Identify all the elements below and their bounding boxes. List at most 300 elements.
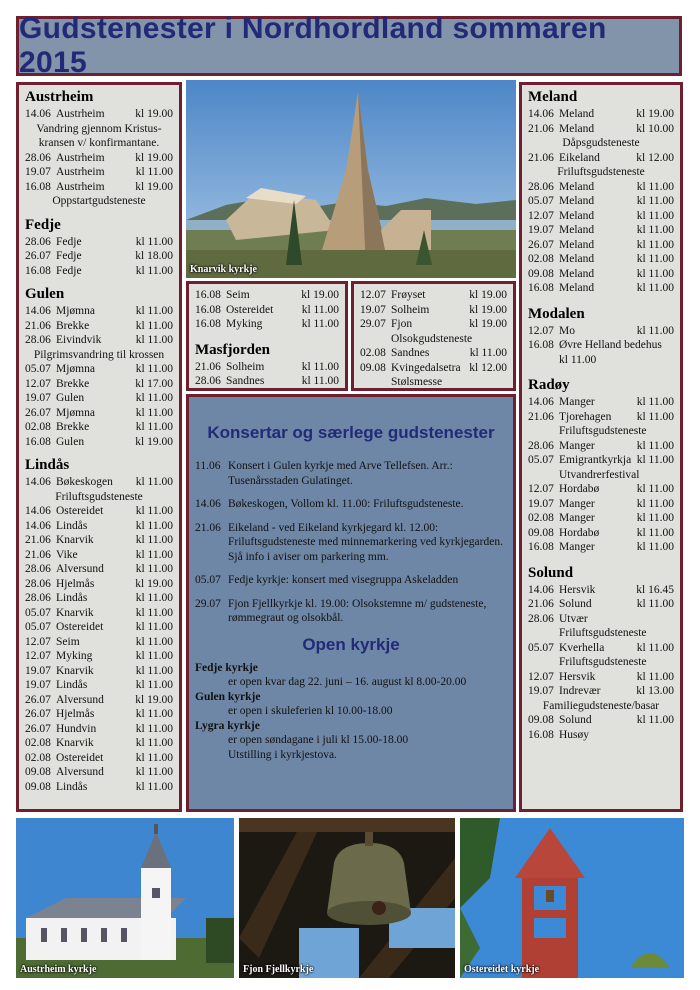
schedule-note: Utvandrerfestival — [559, 468, 640, 481]
schedule-place: Manger — [559, 512, 595, 524]
schedule-date: 28.06 — [25, 334, 51, 346]
schedule-row — [360, 361, 507, 376]
photo-caption: Ostereidet kyrkje — [464, 964, 540, 975]
schedule-row — [25, 635, 173, 650]
schedule-row — [360, 346, 507, 361]
schedule-time: kl 11.00 — [135, 751, 173, 764]
schedule-row — [360, 288, 507, 303]
schedule-date: 19.07 — [25, 679, 51, 691]
section-title: Solund — [528, 564, 574, 581]
schedule-time: kl 19.00 — [636, 108, 674, 120]
schedule-time: kl 11.00 — [636, 541, 674, 553]
schedule-row — [25, 165, 173, 180]
schedule-row — [360, 303, 507, 318]
schedule-time: kl 11.00 — [301, 375, 339, 387]
schedule-place: Øvre Helland bedehus — [559, 339, 662, 351]
schedule-date: 12.07 — [25, 635, 51, 648]
schedule-time: kl 11.00 — [135, 505, 173, 517]
schedule-place: Utvær — [559, 612, 588, 625]
schedule-time: kl 19.00 — [135, 577, 173, 590]
schedule-row — [528, 511, 674, 526]
page-title: Gudstenester i Nordhordland sommaren 2015 — [19, 12, 607, 79]
schedule-place: Myking — [56, 650, 93, 662]
schedule-time: kl 11.00 — [636, 267, 674, 280]
section-title: Austrheim — [25, 89, 94, 105]
schedule-date: 05.07 — [528, 454, 554, 466]
schedule-time: kl 11.00 — [636, 209, 674, 222]
schedule-note: Oppstartgudsteneste — [52, 195, 146, 207]
schedule-date: 05.07 — [25, 363, 51, 375]
concert-date: 29.07 — [195, 597, 221, 610]
schedule-row — [25, 377, 173, 392]
schedule-place: Hjelmås — [56, 577, 95, 590]
schedule-place: Austrheim — [56, 108, 105, 120]
schedule-list — [528, 395, 674, 555]
schedule-date: 16.08 — [25, 180, 51, 193]
schedule-row — [25, 562, 173, 577]
schedule-time: kl 10.00 — [636, 122, 674, 135]
schedule-place: Mjømna — [56, 406, 95, 419]
schedule-place: Seim — [56, 635, 80, 648]
schedule-list — [25, 475, 173, 794]
schedule-place: Sandnes — [226, 375, 265, 387]
schedule-date: 26.07 — [25, 708, 51, 720]
schedule-date: 09.08 — [360, 361, 386, 374]
schedule-date: 16.08 — [195, 303, 221, 316]
schedule-row — [25, 765, 173, 780]
austrheim-church-image — [16, 818, 234, 978]
schedule-date: 26.07 — [528, 238, 554, 251]
schedule-row — [528, 526, 674, 541]
schedule-note: Friluftsgudsteneste — [559, 627, 647, 639]
schedule-date: 28.06 — [25, 235, 51, 248]
schedule-date: 21.06 — [25, 319, 51, 332]
schedule-place: Brekke — [56, 319, 90, 332]
schedule-place: Brekke — [56, 377, 90, 390]
schedule-time: kl 11.00 — [135, 592, 173, 604]
schedule-date: 28.06 — [195, 375, 221, 387]
schedule-row — [25, 533, 173, 548]
section-modalen — [528, 306, 674, 368]
schedule-place: Ostereidet — [56, 751, 104, 764]
section-lindas — [25, 457, 173, 794]
schedule-date: 26.07 — [25, 406, 51, 419]
schedule-row — [528, 728, 674, 743]
schedule-note: Friluftsgudsteneste — [557, 166, 645, 178]
schedule-time: kl 11.00 — [135, 235, 173, 248]
schedule-date: 28.06 — [528, 612, 554, 625]
schedule-row — [25, 548, 173, 563]
section-title: Gulen — [25, 286, 65, 302]
schedule-time: kl 11.00 — [636, 483, 674, 495]
schedule-row — [528, 482, 674, 497]
schedule-time: kl 11.00 — [135, 650, 173, 662]
schedule-note: Pilgrimsvandring til krossen — [33, 348, 165, 361]
schedule-list — [25, 107, 173, 209]
schedule-row — [528, 583, 674, 598]
schedule-row — [25, 319, 173, 334]
schedule-place: Eikeland — [559, 151, 600, 164]
schedule-time: kl 11.00 — [135, 563, 173, 575]
schedule-place: Hjelmås — [56, 708, 95, 720]
schedule-date: 02.08 — [360, 347, 386, 359]
schedule-time: kl 11.00 — [135, 722, 173, 735]
schedule-date: 28.06 — [25, 563, 51, 575]
schedule-date: 28.06 — [528, 439, 554, 452]
schedule-place: Meland — [559, 238, 595, 251]
schedule-place: Lindås — [56, 592, 88, 604]
schedule-place: Meland — [559, 180, 595, 193]
photo-caption: Austrheim kyrkje — [20, 964, 97, 975]
schedule-place: Fedje — [56, 250, 82, 262]
section-title: Meland — [528, 89, 578, 105]
concert-date: 05.07 — [195, 574, 221, 586]
schedule-place: Hundvin — [56, 722, 97, 735]
schedule-date: 14.06 — [25, 476, 51, 488]
knarvik-church-photo — [186, 80, 516, 278]
schedule-time: kl 11.00 — [636, 526, 674, 539]
schedule-date: 29.07 — [360, 318, 386, 330]
schedule-row — [25, 664, 173, 679]
schedule-place: Tjorehagen — [559, 410, 612, 423]
right-schedule-panel — [519, 82, 683, 812]
schedule-place: Lindås — [56, 519, 88, 532]
schedule-place: Fjon — [391, 318, 413, 330]
schedule-date: 12.07 — [528, 670, 554, 683]
schedule-place: Fedje — [56, 264, 82, 277]
schedule-row — [528, 194, 674, 209]
schedule-row — [25, 722, 173, 737]
schedule-row — [25, 151, 173, 166]
schedule-time: kl 11.00 — [636, 512, 674, 524]
concert-text: Bøkeskogen, Vollom kl. 11.00: Friluftsgudsteneste. — [228, 498, 464, 510]
schedule-note: kransen v/ konfirmantane. — [38, 137, 160, 149]
schedule-date: 19.07 — [528, 685, 554, 697]
schedule-place: Bøkeskogen — [56, 476, 113, 488]
schedule-time: kl 11.00 — [135, 264, 173, 277]
schedule-time: kl 11.00 — [636, 253, 674, 265]
schedule-time: kl 11.00 — [636, 670, 674, 683]
schedule-date: 16.08 — [528, 728, 554, 741]
schedule-list — [195, 288, 339, 332]
schedule-place: Frøyset — [391, 289, 426, 301]
schedule-place: Sandnes — [391, 347, 430, 359]
schedule-date: 14.06 — [25, 505, 51, 517]
schedule-row — [25, 780, 173, 795]
schedule-place: Knarvik — [56, 737, 94, 749]
schedule-note: kl 11.00 — [559, 353, 597, 366]
schedule-date: 21.06 — [25, 534, 51, 546]
concert-date: 21.06 — [195, 521, 221, 534]
schedule-date: 09.08 — [25, 766, 51, 778]
schedule-time: kl 11.00 — [135, 166, 173, 178]
schedule-row — [528, 252, 674, 267]
schedule-time: kl 11.00 — [135, 421, 173, 433]
schedule-date: 28.06 — [25, 151, 51, 164]
schedule-note: Stølsmesse — [391, 376, 443, 388]
gulen-open-text: er open i skuleferien kl 10.00-18.00 — [228, 705, 393, 717]
schedule-time: kl 19.00 — [469, 303, 507, 316]
schedule-row — [528, 151, 674, 166]
schedule-place: Mjømna — [56, 363, 95, 375]
schedule-time: kl 11.00 — [636, 396, 674, 408]
schedule-place: Alversund — [56, 563, 104, 575]
schedule-time: kl 11.00 — [469, 347, 507, 359]
schedule-row — [25, 180, 173, 195]
schedule-row — [528, 324, 674, 339]
schedule-place: Kverhella — [559, 641, 605, 654]
schedule-place: Austrheim — [56, 151, 105, 164]
schedule-place: Meland — [559, 209, 595, 222]
section-solund — [528, 565, 674, 743]
schedule-place: Myking — [226, 318, 263, 330]
schedule-place: Manger — [559, 439, 595, 452]
lygra-open-text-2: Utstilling i kyrkjestova. — [228, 748, 337, 761]
schedule-date: 21.06 — [528, 151, 554, 164]
schedule-place: Knarvik — [56, 534, 94, 546]
schedule-date: 21.06 — [25, 548, 51, 561]
schedule-row — [25, 333, 173, 348]
section-title: Radøy — [528, 377, 570, 393]
schedule-time: kl 11.00 — [135, 519, 173, 532]
schedule-date: 28.06 — [25, 577, 51, 590]
ostereidet-tower-photo — [460, 818, 684, 978]
schedule-row — [25, 707, 173, 722]
section-meland — [528, 89, 674, 296]
schedule-time: kl 11.00 — [301, 318, 339, 330]
schedule-time: kl 11.00 — [636, 714, 674, 726]
schedule-note: Friluftsgudsteneste — [559, 656, 647, 668]
schedule-place: Meland — [559, 195, 595, 207]
ostereidet-tower-image — [460, 818, 684, 978]
schedule-time: kl 19.00 — [301, 289, 339, 301]
schedule-row — [528, 395, 674, 410]
schedule-note: Familiegudsteneste/basar — [542, 699, 660, 712]
schedule-row — [528, 540, 674, 555]
schedule-time: kl 11.00 — [135, 766, 173, 778]
schedule-row — [528, 439, 674, 454]
schedule-time: kl 18.00 — [135, 250, 173, 262]
concerts-list — [195, 459, 507, 626]
schedule-date: 19.07 — [528, 497, 554, 510]
gulen-open-heading: Gulen kyrkje — [195, 690, 261, 703]
schedule-list — [195, 360, 339, 389]
section-gulen — [25, 286, 173, 449]
schedule-row — [528, 410, 674, 425]
schedule-row — [528, 670, 674, 685]
schedule-time: kl 11.00 — [135, 305, 173, 317]
schedule-time: kl 11.00 — [135, 679, 173, 691]
schedule-time: kl 11.00 — [135, 737, 173, 749]
schedule-time: kl 19.00 — [469, 318, 507, 330]
schedule-place: Eivindvik — [56, 334, 102, 346]
schedule-date: 02.08 — [25, 737, 51, 749]
schedule-row — [25, 475, 173, 490]
schedule-date: 02.08 — [528, 253, 554, 265]
schedule-row — [25, 304, 173, 319]
schedule-row — [528, 107, 674, 122]
schedule-row — [25, 606, 173, 621]
schedule-date: 14.06 — [25, 519, 51, 532]
schedule-row — [25, 406, 173, 421]
schedule-date: 26.07 — [25, 693, 51, 706]
schedule-date: 16.08 — [528, 541, 554, 553]
fedje-open-heading: Fedje kyrkje — [195, 661, 258, 674]
schedule-time: kl 11.00 — [636, 195, 674, 207]
schedule-place: Indrevær — [559, 685, 601, 697]
schedule-place: Solund — [559, 714, 592, 726]
schedule-date: 19.07 — [360, 303, 386, 316]
schedule-place: Emigrantkyrkja — [559, 454, 632, 466]
middle-right-panel — [351, 281, 516, 391]
schedule-list — [25, 235, 173, 279]
schedule-time: kl 11.00 — [301, 303, 339, 316]
schedule-place: Manger — [559, 541, 595, 553]
schedule-time: kl 11.00 — [135, 476, 173, 488]
schedule-time: kl 11.00 — [135, 708, 173, 720]
schedule-row — [528, 684, 674, 699]
schedule-row — [25, 751, 173, 766]
section-title: Fedje — [25, 216, 61, 233]
schedule-row — [360, 317, 507, 332]
schedule-time: kl 11.00 — [636, 238, 674, 251]
schedule-place: Brekke — [56, 421, 90, 433]
open-church-title: Open kyrkje — [302, 634, 400, 654]
schedule-place: Vike — [56, 548, 78, 561]
schedule-date: 26.07 — [25, 722, 51, 735]
concerts-title: Konsertar og særlege gudstenester — [207, 423, 495, 442]
schedule-row — [528, 122, 674, 137]
schedule-place: Meland — [559, 122, 595, 135]
schedule-time: kl 19.00 — [135, 151, 173, 164]
schedule-row — [25, 249, 173, 264]
schedule-place: Gulen — [56, 392, 85, 404]
concert-text: Eikeland - ved Eikeland kyrkjegard kl. 12.00: Friluftsgudsteneste med minnemarkering ved kyrkjegarden. Sjå info i aviser om parkering mm. — [228, 521, 503, 563]
schedule-date: 09.08 — [25, 780, 51, 793]
schedule-place: Meland — [559, 224, 595, 236]
schedule-date: 21.06 — [528, 410, 554, 423]
schedule-time: kl 11.00 — [301, 360, 339, 373]
schedule-date: 02.08 — [25, 421, 51, 433]
schedule-place: Alversund — [56, 693, 104, 706]
schedule-time: kl 17.00 — [135, 377, 173, 390]
schedule-row — [25, 620, 173, 635]
schedule-place: Lindås — [56, 780, 88, 793]
concert-item — [195, 573, 507, 588]
schedule-place: Meland — [559, 108, 595, 120]
schedule-row — [528, 223, 674, 238]
schedule-place: Mo — [559, 324, 575, 337]
schedule-place: Seim — [226, 289, 250, 301]
schedule-date: 16.08 — [195, 318, 221, 330]
schedule-date: 19.07 — [25, 392, 51, 404]
fjon-bell-photo — [239, 818, 455, 978]
schedule-time: kl 19.00 — [135, 693, 173, 706]
schedule-time: kl 11.00 — [636, 282, 674, 294]
schedule-list — [528, 583, 674, 743]
lygra-open-text: er open søndagane i juli kl 15.00-18.00 — [228, 734, 409, 746]
schedule-place: Solheim — [391, 303, 430, 316]
concert-item — [195, 497, 507, 512]
schedule-place: Meland — [559, 253, 595, 265]
schedule-date: 28.06 — [25, 592, 51, 604]
schedule-note: Olsokgudsteneste — [391, 332, 473, 345]
schedule-row — [528, 209, 674, 224]
concert-item — [195, 459, 507, 488]
schedule-note: Friluftsgudsteneste — [559, 425, 647, 437]
schedule-row — [528, 453, 674, 468]
schedule-date: 19.07 — [528, 224, 554, 236]
schedule-row — [25, 649, 173, 664]
schedule-date: 14.06 — [528, 396, 554, 408]
schedule-place: Hordabø — [559, 526, 600, 539]
schedule-list — [25, 304, 173, 449]
schedule-date: 05.07 — [25, 606, 51, 619]
schedule-time: kl 16.45 — [636, 583, 674, 596]
schedule-note: Vandring gjennom Kristus- — [36, 122, 162, 135]
schedule-time: kl 11.00 — [135, 664, 173, 677]
concerts-panel — [186, 394, 516, 812]
schedule-time: kl 19.00 — [469, 289, 507, 301]
schedule-date: 12.07 — [25, 650, 51, 662]
schedule-date: 12.07 — [528, 209, 554, 222]
title-bar — [16, 12, 682, 79]
concert-item — [195, 521, 507, 565]
schedule-row — [25, 435, 173, 450]
schedule-date: 21.06 — [195, 360, 221, 373]
photo-caption: Knarvik kyrkje — [190, 264, 257, 275]
section-title: Lindås — [25, 457, 70, 473]
schedule-place: Mjømna — [56, 305, 95, 317]
schedule-date: 09.08 — [528, 714, 554, 726]
photo-caption: Fjon Fjellkyrkje — [243, 964, 314, 975]
middle-left-panel — [186, 281, 348, 391]
schedule-date: 28.06 — [528, 180, 554, 193]
schedule-row — [528, 180, 674, 195]
schedule-date: 16.08 — [528, 339, 554, 351]
schedule-date: 09.08 — [528, 267, 554, 280]
schedule-time: kl 11.00 — [636, 439, 674, 452]
schedule-place: Manger — [559, 396, 595, 408]
schedule-time: kl 11.00 — [135, 606, 173, 619]
schedule-time: kl 11.00 — [135, 334, 173, 346]
schedule-note: Friluftsgudsteneste — [55, 490, 143, 503]
schedule-row — [25, 362, 173, 377]
schedule-row — [195, 317, 339, 332]
schedule-place: Meland — [559, 282, 595, 294]
schedule-date: 05.07 — [25, 621, 51, 633]
schedule-date: 14.06 — [25, 108, 51, 120]
schedule-place: Solheim — [226, 360, 265, 373]
schedule-row — [528, 641, 674, 656]
schedule-row — [25, 420, 173, 435]
concert-date: 14.06 — [195, 498, 221, 510]
schedule-place: Knarvik — [56, 664, 94, 677]
schedule-time: kl 12.00 — [469, 361, 507, 374]
schedule-time: kl 11.00 — [135, 534, 173, 546]
schedule-row — [528, 338, 674, 353]
schedule-time: kl 11.00 — [636, 598, 674, 610]
schedule-place: Husøy — [559, 728, 590, 741]
lygra-open-heading: Lygra kyrkje — [195, 719, 260, 732]
schedule-time: kl 11.00 — [135, 363, 173, 375]
schedule-time: kl 11.00 — [135, 406, 173, 419]
schedule-time: kl 11.00 — [135, 392, 173, 404]
concert-text: Konsert i Gulen kyrkje med Arve Tellefsen. Arr.: Tusenårsstaden Gulatinget. — [228, 460, 453, 487]
schedule-row — [195, 288, 339, 303]
schedule-date: 19.07 — [25, 166, 51, 178]
section-fedje — [25, 217, 173, 279]
